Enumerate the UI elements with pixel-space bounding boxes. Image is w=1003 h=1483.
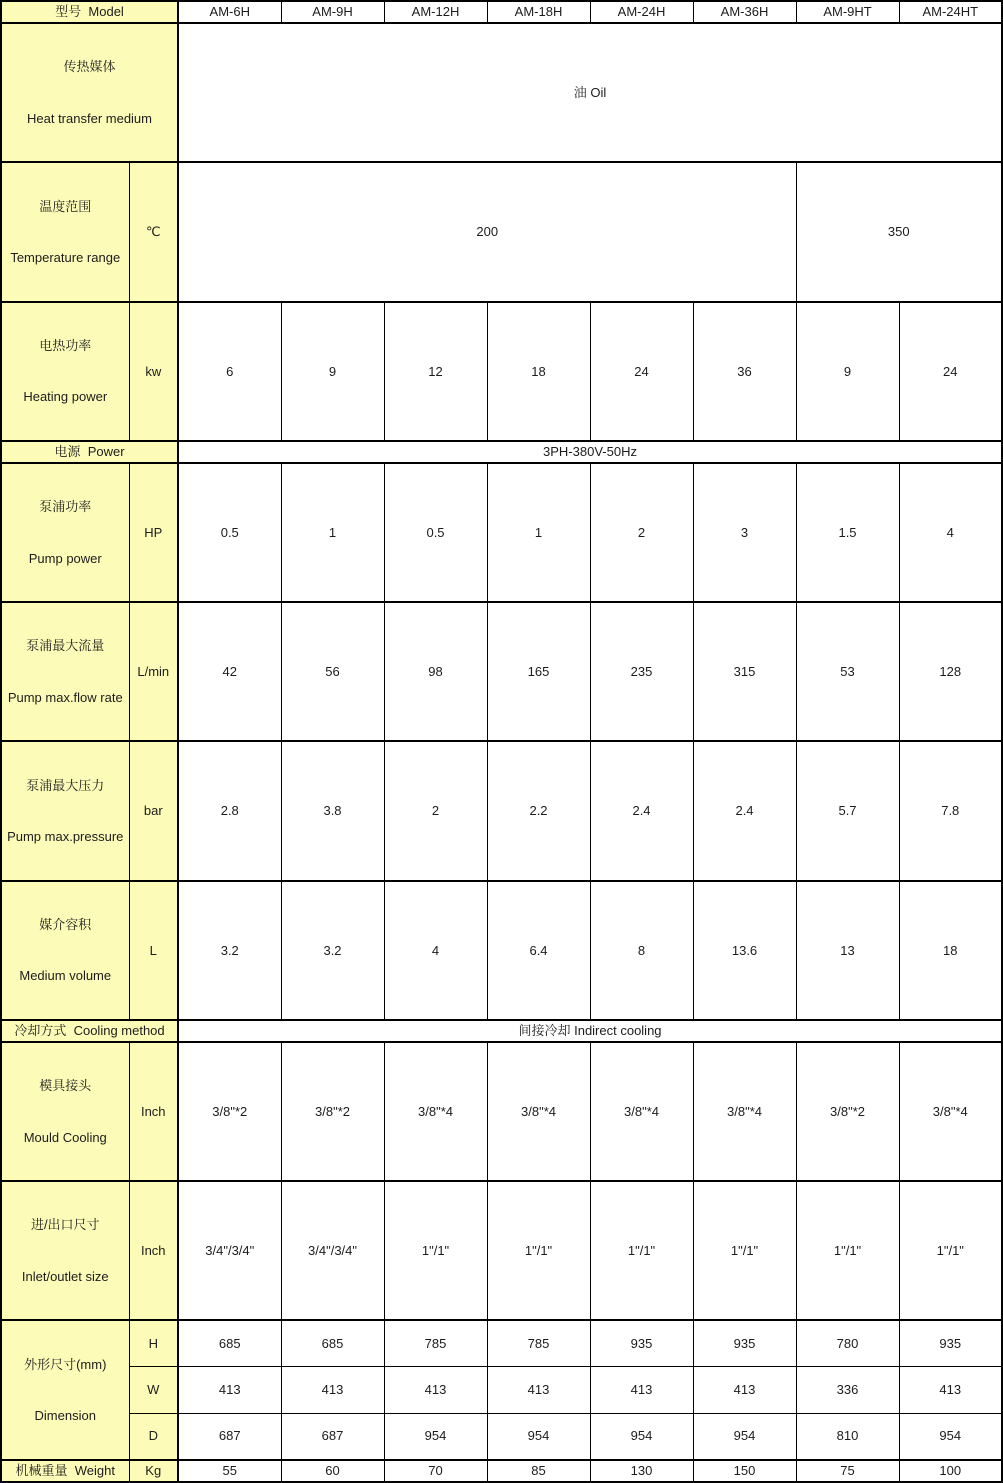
value-cell: 935: [590, 1320, 693, 1366]
value-cell: 18: [899, 881, 1002, 1020]
value-cell: 3.8: [281, 741, 384, 880]
unit-cell: Inch: [129, 1181, 178, 1320]
value-cell: 18: [487, 302, 590, 441]
row-label-mould-cooling: [1, 1042, 129, 1181]
value-cell: 413: [178, 1367, 281, 1413]
value-cell: 785: [487, 1320, 590, 1366]
value-cell: 3/4"/3/4": [281, 1181, 384, 1320]
value-cell: 413: [281, 1367, 384, 1413]
value-cell-temp-high: 350: [796, 162, 1002, 301]
value-cell: 60: [281, 1460, 384, 1482]
value-cell: 13.6: [693, 881, 796, 1020]
value-cell: 2.4: [590, 741, 693, 880]
value-cell: 3/8"*4: [384, 1042, 487, 1181]
value-cell-power-supply: 3PH-380V-50Hz: [178, 441, 1002, 463]
value-cell: 954: [693, 1413, 796, 1459]
value-cell: 413: [590, 1367, 693, 1413]
value-cell: 1"/1": [590, 1181, 693, 1320]
value-cell-cooling-method: 间接冷却 Indirect cooling: [178, 1020, 1002, 1042]
value-cell: 1: [281, 463, 384, 602]
header-row: [1, 1, 1002, 23]
unit-cell: HP: [129, 463, 178, 602]
value-cell: 413: [693, 1367, 796, 1413]
value-cell: 1"/1": [693, 1181, 796, 1320]
value-cell: 954: [590, 1413, 693, 1459]
row-label-power-supply: 电源 Power: [1, 441, 178, 463]
value-cell: 100: [899, 1460, 1002, 1482]
row-label-pump-power: [1, 463, 129, 602]
value-cell: 685: [281, 1320, 384, 1366]
row-label-en: Temperature range: [10, 250, 121, 266]
value-cell: 1"/1": [487, 1181, 590, 1320]
row-label-heat-medium: [1, 23, 178, 162]
value-cell: 935: [693, 1320, 796, 1366]
value-cell: 24: [899, 302, 1002, 441]
row-label-temp-range: [1, 162, 129, 301]
unit-cell: kw: [129, 302, 178, 441]
unit-cell: bar: [129, 741, 178, 880]
row-label-zh: 传热媒体: [63, 59, 116, 75]
value-cell: 336: [796, 1367, 899, 1413]
row-label-en: Dimension: [34, 1408, 96, 1424]
row-label-zh: 泵浦最大流量: [26, 638, 105, 654]
row-label-en: Medium volume: [19, 968, 112, 984]
value-cell: 165: [487, 602, 590, 741]
value-cell: 53: [796, 602, 899, 741]
row-label-zh: 电热功率: [39, 337, 92, 353]
row-cooling-method: [1, 1020, 1002, 1042]
value-cell: 150: [693, 1460, 796, 1482]
value-cell: 780: [796, 1320, 899, 1366]
value-cell: 98: [384, 602, 487, 741]
value-cell: 413: [899, 1367, 1002, 1413]
value-cell: 42: [178, 602, 281, 741]
value-cell: 128: [899, 602, 1002, 741]
unit-cell-h: H: [129, 1320, 178, 1366]
row-label-heating-power: [1, 302, 129, 441]
value-cell: 13: [796, 881, 899, 1020]
value-cell: 3/8"*2: [281, 1042, 384, 1181]
row-temp-range: [1, 162, 1002, 301]
row-heating-power: [1, 302, 1002, 441]
value-cell: 687: [281, 1413, 384, 1459]
value-cell: 685: [178, 1320, 281, 1366]
row-mould-cooling: [1, 1042, 1002, 1181]
value-cell: 12: [384, 302, 487, 441]
value-cell: 954: [487, 1413, 590, 1459]
value-cell: 5.7: [796, 741, 899, 880]
value-cell: 36: [693, 302, 796, 441]
value-cell: 24: [590, 302, 693, 441]
value-cell: 3/8"*4: [693, 1042, 796, 1181]
value-cell: 810: [796, 1413, 899, 1459]
row-inlet-outlet: [1, 1181, 1002, 1320]
value-cell: 4: [899, 463, 1002, 602]
value-cell: 3/8"*4: [899, 1042, 1002, 1181]
model-column-header: AM-12H: [384, 1, 487, 23]
value-cell: 8: [590, 881, 693, 1020]
unit-cell: Kg: [129, 1460, 178, 1482]
value-cell: 85: [487, 1460, 590, 1482]
value-cell: 7.8: [899, 741, 1002, 880]
row-label-zh: 外形尺寸(mm): [24, 1356, 107, 1372]
row-label-zh: 泵浦功率: [39, 499, 92, 515]
value-cell: 2: [590, 463, 693, 602]
value-cell: 935: [899, 1320, 1002, 1366]
value-cell: 1"/1": [796, 1181, 899, 1320]
value-cell: 55: [178, 1460, 281, 1482]
model-column-header: AM-36H: [693, 1, 796, 23]
value-cell: 70: [384, 1460, 487, 1482]
row-dimension-w: [1, 1367, 1002, 1413]
model-column-header: AM-6H: [178, 1, 281, 23]
value-cell-temp-low: 200: [178, 162, 796, 301]
value-cell: 3/4"/3/4": [178, 1181, 281, 1320]
row-label-weight: 机械重量 Weight: [1, 1460, 129, 1482]
value-cell: 1"/1": [384, 1181, 487, 1320]
value-cell-heat-medium: 油 Oil: [178, 23, 1002, 162]
value-cell: 785: [384, 1320, 487, 1366]
row-label-zh: 温度范围: [39, 198, 92, 214]
row-pump-pressure: [1, 741, 1002, 880]
value-cell: 3: [693, 463, 796, 602]
row-label-dimension: [1, 1320, 129, 1459]
row-label-zh: 模具接头: [39, 1078, 92, 1094]
row-label-cooling-method: 冷却方式 Cooling method: [1, 1020, 178, 1042]
unit-cell: ℃: [129, 162, 178, 301]
row-label-en: Pump power: [28, 550, 102, 566]
row-label-pump-pressure: [1, 741, 129, 880]
value-cell: 3/8"*2: [178, 1042, 281, 1181]
unit-cell: L: [129, 881, 178, 1020]
row-pump-power: [1, 463, 1002, 602]
value-cell: 4: [384, 881, 487, 1020]
unit-cell: Inch: [129, 1042, 178, 1181]
value-cell: 413: [384, 1367, 487, 1413]
value-cell: 413: [487, 1367, 590, 1413]
row-power-supply: [1, 441, 1002, 463]
value-cell: 9: [796, 302, 899, 441]
value-cell: 1: [487, 463, 590, 602]
row-label-en: Mould Cooling: [23, 1129, 107, 1145]
model-column-header: AM-18H: [487, 1, 590, 23]
value-cell: 954: [899, 1413, 1002, 1459]
value-cell: 3.2: [281, 881, 384, 1020]
value-cell: 3/8"*4: [590, 1042, 693, 1181]
value-cell: 3.2: [178, 881, 281, 1020]
row-label-zh: 泵浦最大压力: [26, 777, 105, 793]
row-label-zh: 媒介容积: [39, 916, 92, 932]
row-label-pump-flow: [1, 602, 129, 741]
value-cell: 2.8: [178, 741, 281, 880]
value-cell: 1.5: [796, 463, 899, 602]
row-dimension-d: [1, 1413, 1002, 1459]
row-label-en: Inlet/outlet size: [21, 1268, 109, 1284]
value-cell: 2: [384, 741, 487, 880]
row-label-en: Pump max.pressure: [7, 829, 124, 845]
row-dimension-h: [1, 1320, 1002, 1366]
value-cell: 687: [178, 1413, 281, 1459]
row-label-en: Heat transfer medium: [27, 110, 152, 126]
value-cell: 1"/1": [899, 1181, 1002, 1320]
row-label-en: Heating power: [23, 389, 108, 405]
row-label-en: Pump max.flow rate: [7, 689, 123, 705]
value-cell: 235: [590, 602, 693, 741]
unit-cell: L/min: [129, 602, 178, 741]
row-medium-volume: [1, 881, 1002, 1020]
value-cell: 56: [281, 602, 384, 741]
value-cell: 0.5: [384, 463, 487, 602]
model-header-label: 型号 Model: [1, 1, 178, 23]
unit-cell-d: D: [129, 1413, 178, 1459]
row-weight: [1, 1460, 1002, 1482]
unit-cell-w: W: [129, 1367, 178, 1413]
value-cell: 3/8"*4: [487, 1042, 590, 1181]
value-cell: 3/8"*2: [796, 1042, 899, 1181]
model-column-header: AM-24H: [590, 1, 693, 23]
model-column-header: AM-9HT: [796, 1, 899, 23]
value-cell: 75: [796, 1460, 899, 1482]
model-column-header: AM-9H: [281, 1, 384, 23]
value-cell: 9: [281, 302, 384, 441]
value-cell: 0.5: [178, 463, 281, 602]
model-column-header: AM-24HT: [899, 1, 1002, 23]
row-pump-flow: [1, 602, 1002, 741]
row-label-zh: 进/出口尺寸: [30, 1217, 100, 1233]
value-cell: 2.4: [693, 741, 796, 880]
row-heat-medium: [1, 23, 1002, 162]
row-label-inlet-outlet: [1, 1181, 129, 1320]
value-cell: 130: [590, 1460, 693, 1482]
row-label-medium-volume: [1, 881, 129, 1020]
value-cell: 954: [384, 1413, 487, 1459]
value-cell: 6: [178, 302, 281, 441]
value-cell: 6.4: [487, 881, 590, 1020]
value-cell: 2.2: [487, 741, 590, 880]
value-cell: 315: [693, 602, 796, 741]
